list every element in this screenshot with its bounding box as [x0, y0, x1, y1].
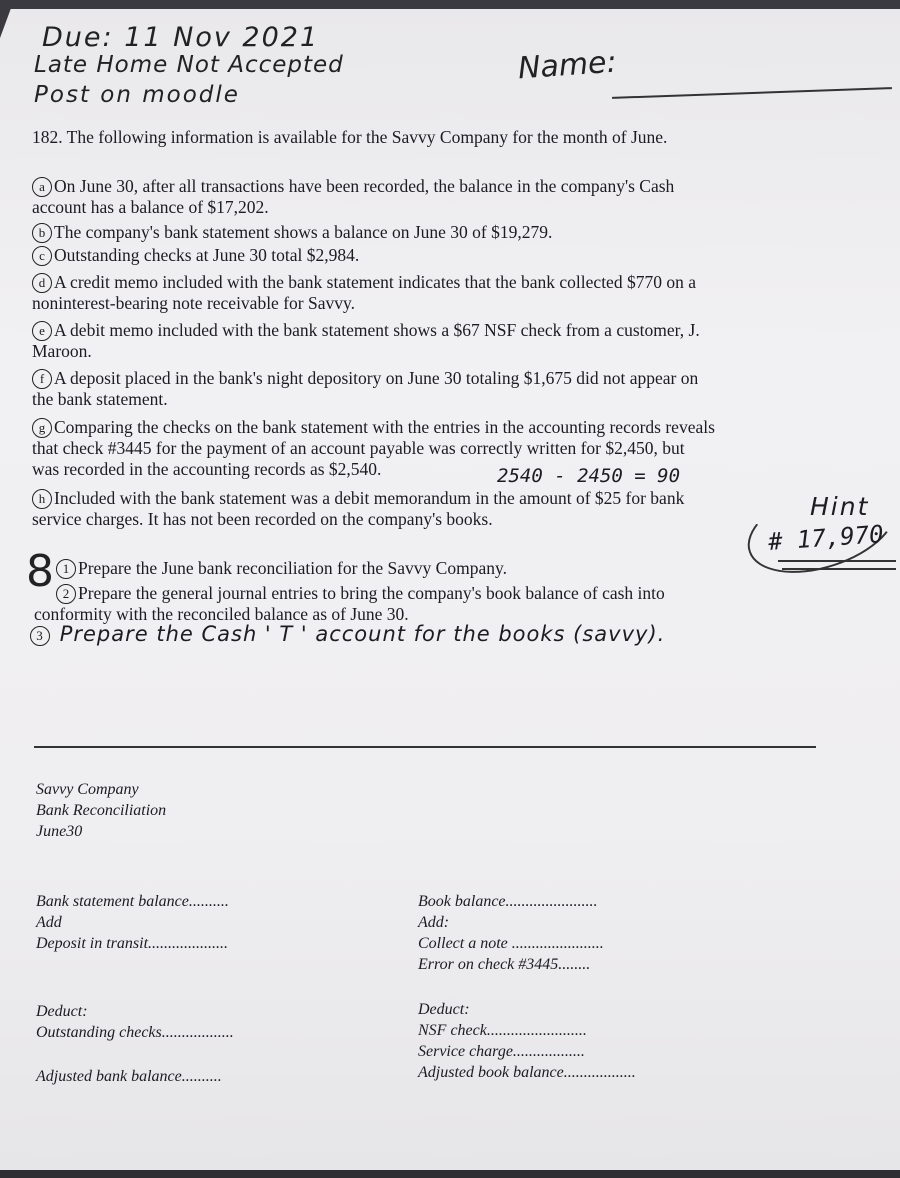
item-f	[32, 368, 698, 410]
item-f-marker: f	[32, 369, 52, 389]
item-e-line1: A debit memo included with the bank statement shows a $67 NSF check from a customer, J.	[54, 320, 700, 340]
item-e-line2: Maroon.	[32, 341, 92, 361]
name-label: Name:	[516, 44, 618, 87]
bank-statement-balance: Bank statement balance..........	[36, 893, 229, 910]
due-date-note: Due: 11 Nov 2021	[42, 22, 320, 53]
task-3	[30, 622, 665, 646]
task-2-marker: 2	[56, 584, 76, 604]
task-2-line2: conformity with the reconciled balance as of June 30.	[34, 604, 409, 624]
item-h-line2: service charges. It has not been recorded on the company's books.	[32, 509, 493, 529]
late-note: Late Home Not Accepted	[34, 52, 344, 78]
service-charge: Service charge..................	[418, 1043, 585, 1060]
item-h-line1: Included with the bank statement was a debit memorandum in the amount of $25 for bank	[54, 488, 685, 508]
task-1	[56, 558, 507, 579]
hint-title: Hint	[810, 492, 870, 521]
book-deduct-label: Deduct:	[418, 1001, 470, 1018]
item-f-line2: the bank statement.	[32, 389, 168, 409]
item-d-line1: A credit memo included with the bank statement indicates that the bank collected $770 on a	[54, 272, 696, 292]
item-c	[32, 245, 359, 266]
item-e	[32, 320, 700, 362]
item-a-line1: On June 30, after all transactions have been recorded, the balance in the company's Cash	[54, 176, 675, 196]
item-g-line3: was recorded in the accounting records as $2,540.	[32, 459, 382, 479]
item-g-line1: Comparing the checks on the bank statement with the entries in the accounting records reveals	[54, 417, 715, 437]
bank-add-label: Add	[36, 914, 62, 931]
book-add-label: Add:	[418, 914, 450, 931]
hint-underline	[778, 560, 896, 562]
adjusted-book-balance: Adjusted book balance..................	[418, 1064, 636, 1081]
form-date: June30	[36, 823, 83, 840]
collect-a-note: Collect a note .......................	[418, 935, 604, 952]
form-title: Bank Reconciliation	[36, 802, 167, 819]
item-a-marker: a	[32, 177, 52, 197]
item-f-line1: A deposit placed in the bank's night depository on June 30 totaling $1,675 did not appear on	[54, 368, 699, 388]
item-g-line2: that check #3445 for the payment of an account payable was correctly written for $2,450, but	[32, 438, 685, 458]
company-name: Savvy Company	[36, 781, 139, 798]
item-h-marker: h	[32, 489, 52, 509]
book-side-bottom	[418, 999, 636, 1083]
monitor-bezel-bottom	[0, 1170, 900, 1178]
post-note: Post on moodle	[34, 82, 240, 108]
item-b	[32, 222, 552, 243]
item-a-line2: account has a balance of $17,202.	[32, 197, 269, 217]
calc-note: 2540 - 2450 = 90	[497, 465, 681, 487]
adjusted-bank-balance: Adjusted bank balance..........	[36, 1068, 222, 1085]
bank-deduct-label: Deduct:	[36, 1003, 88, 1020]
nsf-check: NSF check.........................	[418, 1022, 587, 1039]
question-text: 182. The following information is available for the Savvy Company for the month of June.	[32, 127, 668, 147]
task-1-line1: Prepare the June bank reconciliation for the Savvy Company.	[78, 558, 507, 578]
hint-underline-2	[782, 568, 896, 570]
item-c-line1: Outstanding checks at June 30 total $2,984.	[54, 245, 360, 265]
item-b-marker: b	[32, 223, 52, 243]
hint-value: # 17,970	[767, 520, 885, 556]
item-g-marker: g	[32, 418, 52, 438]
task-3-text: Prepare the Cash ' T ' account for the books (savvy).	[59, 622, 666, 646]
item-h	[32, 488, 684, 530]
task-1-marker: 1	[56, 559, 76, 579]
task-3-marker: 3	[30, 626, 50, 646]
deposit-in-transit: Deposit in transit....................	[36, 935, 229, 952]
name-line	[612, 87, 892, 99]
bank-side-bottom	[36, 1001, 234, 1043]
book-balance: Book balance.......................	[418, 893, 598, 910]
item-d	[32, 272, 696, 314]
outstanding-checks: Outstanding checks..................	[36, 1024, 234, 1041]
item-a	[32, 176, 674, 218]
book-side-top	[418, 891, 604, 975]
item-b-line1: The company's bank statement shows a balance on June 30 of $19,279.	[54, 222, 553, 242]
task-2-line1: Prepare the general journal entries to bring the company's book balance of cash into	[78, 583, 665, 603]
item-d-marker: d	[32, 273, 52, 293]
item-e-marker: e	[32, 321, 52, 341]
bank-side-top	[36, 891, 229, 954]
screen-corner	[0, 0, 14, 38]
monitor-bezel-top	[0, 0, 900, 9]
item-c-marker: c	[32, 246, 52, 266]
form-header	[36, 779, 166, 842]
item-d-line2: noninterest-bearing note receivable for Savvy.	[32, 293, 355, 313]
task-2	[34, 583, 665, 625]
divider-line	[34, 746, 816, 748]
error-on-check: Error on check #3445........	[418, 956, 591, 973]
big-eight-mark: 8	[26, 546, 54, 597]
